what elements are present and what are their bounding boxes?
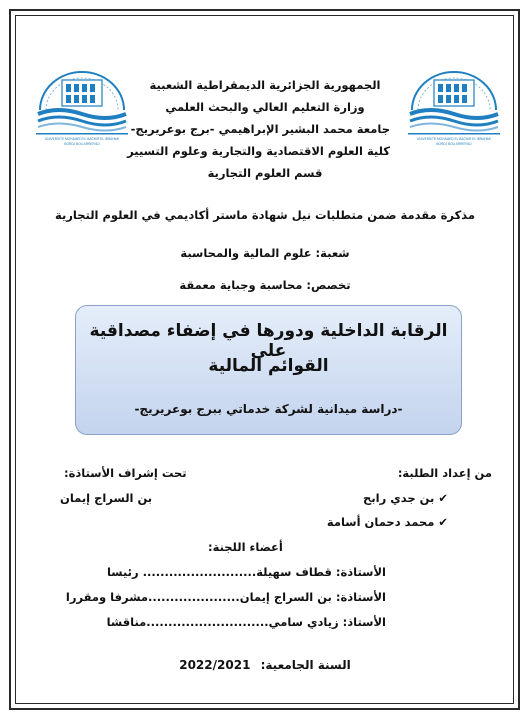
committee-member: الأستاذ: زيادي سامي............................مناقشا (106, 615, 386, 629)
thesis-title-box (75, 305, 462, 435)
supervisor-name: بن السراج إيمان (60, 491, 153, 505)
thesis-note: مذكرة مقدمة ضمن متطلبات نيل شهادة ماستر أكاديمي في العلوم التجارية (54, 208, 476, 222)
specialty: تخصص: محاسبة وجباية معمقة (179, 278, 351, 292)
checkmark-icon: ✔ (434, 491, 448, 505)
university-name: جامعة محمد البشير الإبراهيمي -برج بوعريريج- (130, 122, 390, 136)
thesis-title-line1: الرقابة الداخلية ودورها في إضفاء مصداقية على (89, 321, 448, 361)
thesis-subtitle: -دراسة ميدانية لشركة خدماتي ببرج بوعريريج- (134, 402, 403, 416)
academic-year (0, 658, 530, 672)
academic-year-value: 2022/2021 (179, 658, 251, 672)
academic-year-label: السنة الجامعية: (260, 658, 351, 672)
committee-member: الأستاذة: بن السراج إيمان.....................مشرفا ومقررا (65, 590, 386, 604)
republic-name: الجمهورية الجزائرية الديمقراطية الشعبية (149, 78, 381, 92)
university-logo-left (34, 66, 130, 150)
student-name: محمد دحمان أسامة (326, 515, 435, 529)
students-label: من إعداد الطلبة: (397, 466, 492, 480)
svg-text:BORDJ BOU ARRERIDJ: BORDJ BOU ARRERIDJ (64, 142, 100, 146)
student-row (363, 491, 448, 505)
student-row (327, 515, 448, 529)
committee-member: الأستاذة: قطاف سهيلة.......................... رئيسا (106, 565, 386, 579)
student-name: بن جدي رابح (363, 491, 435, 505)
svg-text:UNIVERSITE MOHAMED EL BACHIR E: UNIVERSITE MOHAMED EL BACHIR EL IBRAHIMI (45, 137, 119, 141)
department-name: قسم العلوم التجارية (207, 166, 323, 180)
branch: شعبة: علوم المالية والمحاسبة (180, 246, 350, 260)
committee-label: أعضاء اللجنة: (208, 540, 283, 554)
institution-header (127, 74, 390, 184)
supervisor-label: تحت إشراف الأستاذة: (64, 466, 187, 480)
faculty-name: كلية العلوم الاقتصادية والتجارية وعلوم التسيير (127, 144, 390, 158)
svg-text:BORDJ BOU ARRERIDJ: BORDJ BOU ARRERIDJ (436, 142, 472, 146)
svg-text:UNIVERSITE MOHAMED EL BACHIR E: UNIVERSITE MOHAMED EL BACHIR EL IBRAHIMI (417, 137, 491, 141)
checkmark-icon: ✔ (434, 515, 448, 529)
university-logo-right (406, 66, 502, 150)
thesis-title-line2: القوائم المالية (208, 356, 329, 376)
ministry-name: وزارة التعليم العالي والبحث العلمي (165, 100, 365, 114)
